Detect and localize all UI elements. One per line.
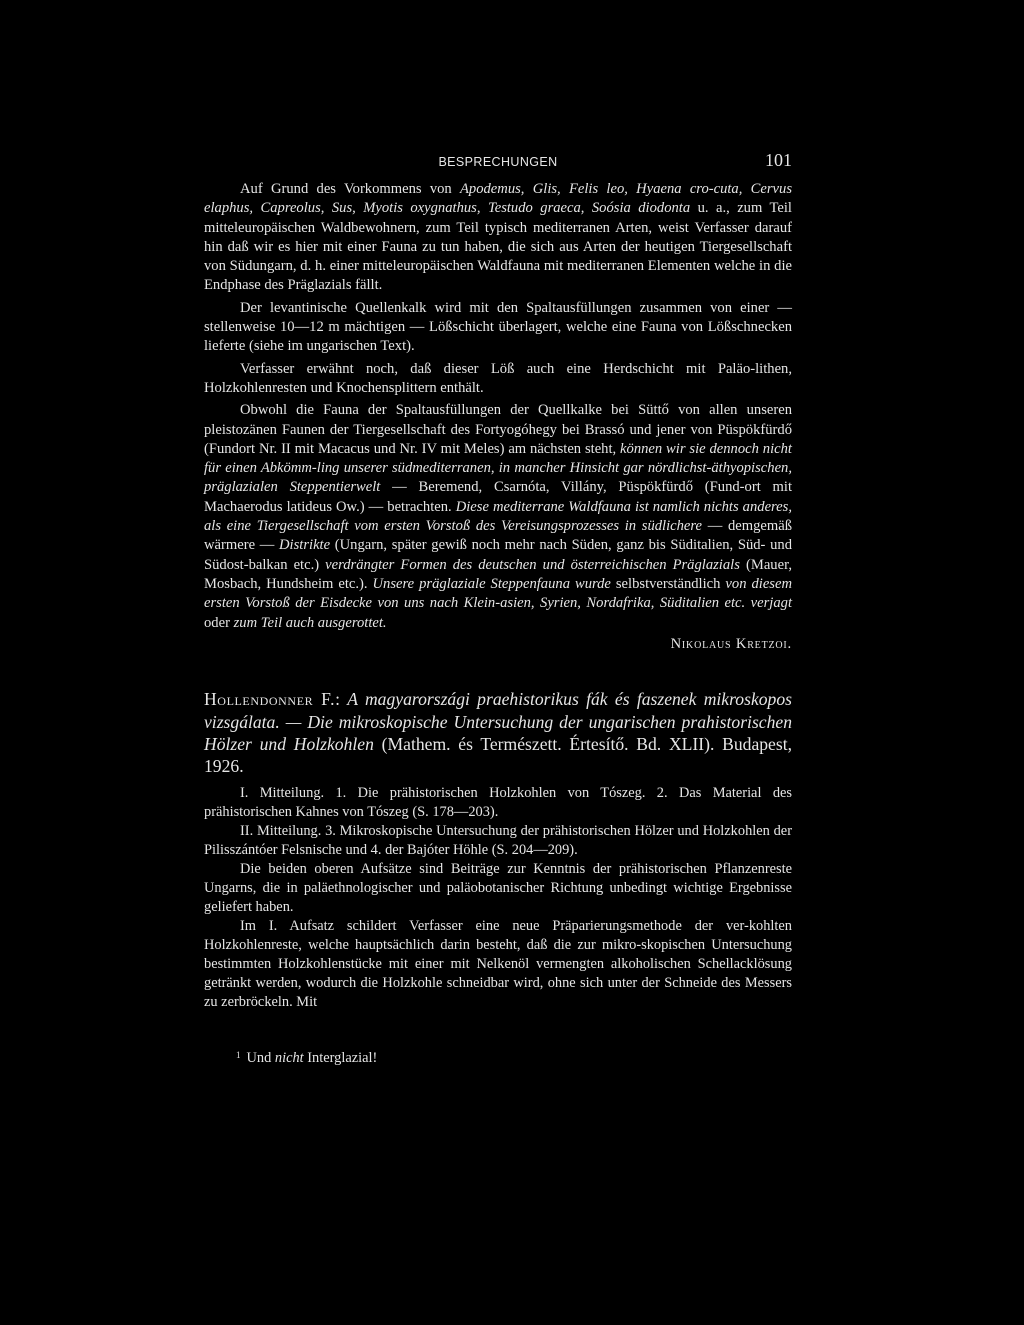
text-run: Interglazial! [303, 1049, 378, 1066]
review2-heading [204, 688, 792, 778]
page-number: 101 [765, 150, 792, 170]
text-run: u. a., zum Teil mitteleuropäischen Waldbewohnern, zum Teil typisch mediterranen Arten, weist Verfasser darauf hin daß wir es hier mit einer Fauna zu tun haben, die sich aus Arten der heutigen Tiergesellschaft von Südungarn, d. h. einer mitteleuropäischen Waldfauna mit mediterranen Elementen welche in die Endphase des Präglazials fällt. [204, 200, 792, 294]
text-run: oder [204, 614, 234, 631]
page-content [204, 150, 792, 1068]
review2-paragraph-4 [204, 917, 792, 1012]
text-run: : [335, 689, 348, 710]
italic-run: Apodemus, Glis, Felis leo, Hyaena cro-cuta, Cervus elaphus, Capreolus, Sus, Myotis oxygnathus, Testudo graeca, Soósia diodonta [204, 181, 792, 217]
running-title: BESPRECHUNGEN [438, 155, 558, 169]
text-run: Auf Grund des Vorkommens von [240, 181, 460, 197]
text-run: — demgemäß wärmere — [204, 518, 793, 554]
review1-paragraph-3 [204, 360, 792, 399]
text-run: Der levantinische Quellenkalk wird mit den Spaltausfüllungen zusammen von einer — stellenweise 10—12 m mächtigen — Lößschicht überlagert, welche eine Fauna von Lößschnecken lieferte (siehe im ungarischen Text). [204, 299, 792, 355]
review2-author: Hollendonner F. [204, 689, 336, 710]
italic-run: Unsere präglaziale Steppenfauna wurde [372, 575, 611, 592]
text-run: I. Mitteilung. 1. Die prähistorischen Holzkohlen von Tószeg. 2. Das Material des prähistorischen Kahnes von Tószeg (S. 178—203). [204, 784, 792, 820]
italic-run: von diesem ersten Vorstoß der Eisdecke von uns nach Klein-asien, Syrien, Nordafrika, Süditalien etc. verjagt [204, 575, 792, 612]
italic-run: A magyarországi praehistorikus fák és faszenek mikroskopos vizsgálata. — Die mikroskopische Untersuchung der ungarischen prahistorischen Hölzer und Holzkohlen [204, 689, 792, 754]
text-run: (Mauer, Mosbach, Hundsheim etc.). [204, 556, 792, 592]
text-run: — Beremend, Csarnóta, Villány, Püspökfürdő (Fund-ort mit Machaerodus latideus Ow.) — betrachten. [204, 479, 793, 515]
text-run: (Mathem. és Természett. Értesítő. Bd. XLII). Budapest, 1926. [204, 733, 792, 777]
text-run: Die beiden oberen Aufsätze sind Beiträge zur Kenntnis der prähistorischen Pflanzenreste Ungarns, die in paläethnologischer und paläobotanischer Richtung unbedingt wichtige Ergebnisse geliefert haben. [204, 860, 792, 915]
review2-paragraph-3 [204, 860, 792, 917]
running-header [204, 150, 792, 180]
italic-run: zum Teil auch ausgerottet. [233, 614, 387, 631]
italic-run: verdrängter Formen des deutschen und österreichischen Präglazials [325, 556, 740, 573]
text-run: selbstverständlich [610, 575, 726, 592]
review1-signature: Nikolaus Kretzoi. [670, 635, 792, 652]
italic-run: nicht [274, 1049, 304, 1066]
italic-run: Distrikte [279, 537, 331, 554]
review1-paragraph-4 [204, 401, 792, 633]
text-run: Obwohl die Fauna der Spaltausfüllungen der Quellkalke bei Süttő von allen unseren pleistozänen Faunen der Tiergesellschaft des Fortyogóhegy bei Brassó und jener von Püspökfürdő (Fundort Nr. II mit Macacus und Nr. IV mit Meles) am nächsten steht, [204, 402, 792, 457]
italic-run: können wir sie dennoch nicht für einen Abkömm-ling unserer südmediterranen, in mancher Hinsicht gar nördlichst-äthyopischen, präglazialen Steppentierwelt [204, 440, 792, 496]
footnote-marker: 1 [236, 1049, 241, 1060]
text-run: (Ungarn, später gewiß noch mehr nach Süden, ganz bis Süditalien, Süd- und Südost-balkan etc.) [204, 537, 792, 573]
text-run: Und [246, 1049, 275, 1066]
text-run: Im I. Aufsatz schildert Verfasser eine neue Präparierungsmethode der ver-kohlten Holzkohlenreste, welche hauptsächlich darin besteht, daß die zur mikro-skopischen Untersuchung bestimmten Holzkohlenstücke mit einer mit Nelkenöl vermengten alkoholischen Schellacklösung getränkt werden, wodurch die Holzkohle schneidbar wird, ohne sich unter der Schneide des Messers zu zerbröckeln. Mit [204, 917, 792, 1010]
footnote [204, 1046, 792, 1068]
review2-paragraph-2 [204, 822, 792, 860]
review2-paragraph-1 [204, 784, 792, 822]
italic-run: Diese mediterrane Waldfauna ist namlich nichts anderes, als eine Tiergesellschaft vom ersten Vorstoß des Vereisungsprozesses in südlichere [204, 498, 792, 535]
text-run: Verfasser erwähnt noch, daß dieser Löß auch eine Herdschicht mit Paläo-lithen, Holzkohlenresten und Knochensplittern enthält. [204, 360, 792, 396]
footnote-text [247, 1050, 378, 1066]
review1-paragraph-2 [204, 299, 792, 357]
text-run: II. Mitteilung. 3. Mikroskopische Untersuchung der prähistorischen Hölzer und Holzkohlen der Pilisszántóer Felsnische und 4. der Bajóter Höhle (S. 204—209). [204, 822, 792, 858]
review1-paragraph-1 [204, 180, 792, 296]
